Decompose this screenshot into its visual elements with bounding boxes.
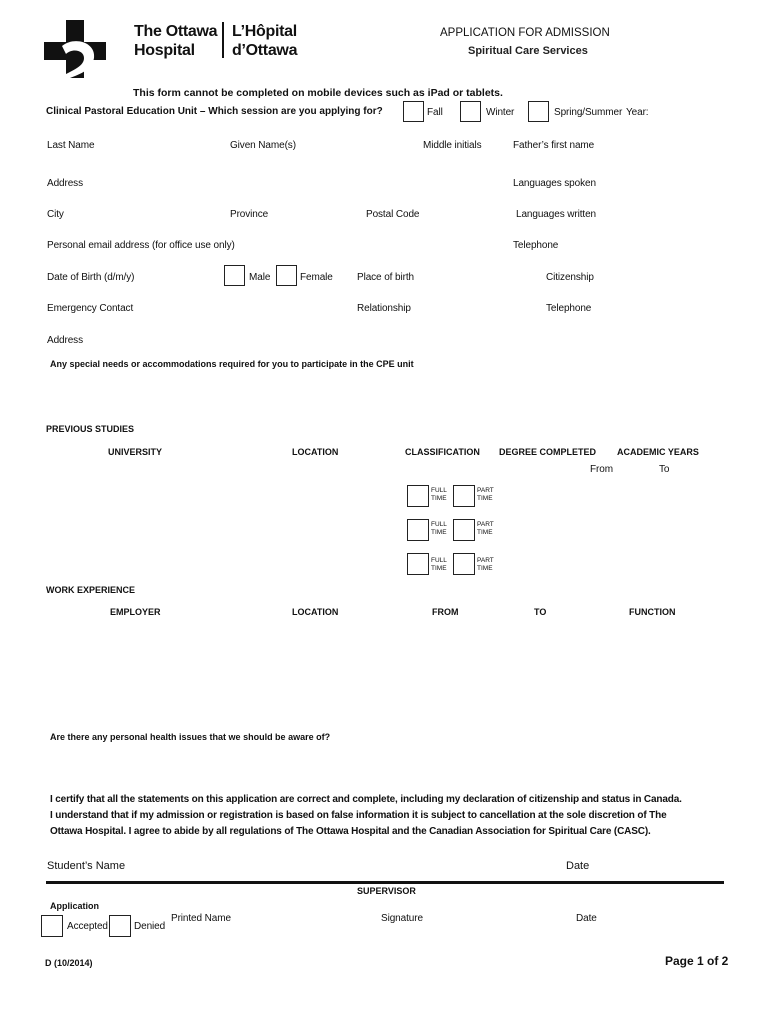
health-question: Are there any personal health issues that we should be aware of? — [50, 732, 331, 742]
citizenship-label: Citizenship — [546, 272, 594, 283]
given-names-label: Given Name(s) — [230, 140, 296, 151]
work-col-employer: EMPLOYER — [110, 607, 161, 617]
part-time-label: TIME — [477, 529, 493, 536]
session-question: Clinical Pastoral Education Unit – Which session are you applying for? — [46, 106, 383, 117]
studies-col-degree-completed: DEGREE COMPLETED — [499, 447, 597, 457]
spring-summer-checkbox[interactable] — [528, 101, 549, 122]
full-time-label: TIME — [431, 495, 447, 502]
postal-code-label: Postal Code — [366, 209, 420, 220]
accepted-checkbox[interactable] — [41, 915, 63, 937]
full-time-checkbox[interactable] — [407, 485, 429, 507]
address-label: Address — [47, 178, 83, 189]
city-label: City — [47, 209, 64, 220]
studies-col-academic-years: ACADEMIC YEARS — [617, 447, 699, 457]
work-experience-title: WORK EXPERIENCE — [46, 585, 136, 595]
org-name-fr-line2: d’Ottawa — [232, 42, 298, 59]
part-time-checkbox[interactable] — [453, 485, 475, 507]
full-time-checkbox[interactable] — [407, 519, 429, 541]
emergency-contact-label: Emergency Contact — [47, 303, 134, 314]
middle-initials-label: Middle initials — [423, 140, 482, 151]
work-col-function: FUNCTION — [629, 607, 676, 617]
full-time-label: TIME — [431, 529, 447, 536]
part-time-checkbox[interactable] — [453, 553, 475, 575]
last-name-label: Last Name — [47, 140, 95, 151]
female-label: Female — [300, 272, 333, 283]
languages-spoken-label: Languages spoken — [513, 178, 596, 189]
studies-col-location: LOCATION — [292, 447, 339, 457]
full-time-label: TIME — [431, 565, 447, 572]
org-name-fr-line1: L’Hôpital — [232, 23, 297, 40]
telephone-label: Telephone — [513, 240, 559, 251]
certify-line-2: I understand that if my admission or registration is based on false information it is subject to cancellation at the sole discretion of The — [50, 810, 667, 821]
students-name-label: Student’s Name — [47, 860, 126, 872]
year-label: Year: — [626, 107, 649, 118]
male-label: Male — [249, 272, 271, 283]
accepted-label: Accepted — [67, 921, 108, 932]
academic-years-to: To — [659, 464, 670, 475]
studies-col-university: UNIVERSITY — [108, 447, 163, 457]
full-time-label: FULL — [431, 487, 447, 494]
form-title: APPLICATION FOR ADMISSION — [440, 27, 610, 39]
academic-years-from: From — [590, 464, 613, 475]
form-code: D (10/2014) — [45, 958, 93, 968]
place-of-birth-label: Place of birth — [357, 272, 414, 283]
supervisor-date-label: Date — [576, 913, 597, 924]
org-name-en-line2: Hospital — [134, 42, 195, 59]
work-col-from: FROM — [432, 607, 459, 617]
work-col-to: TO — [534, 607, 547, 617]
fall-label: Fall — [427, 107, 443, 118]
page-number: Page 1 of 2 — [665, 954, 729, 968]
certify-line-3: Ottawa Hospital. I agree to abide by all regulations of The Ottawa Hospital and the Canadian Association for Spiritual Care (CASC). — [50, 826, 651, 837]
part-time-label: PART — [477, 521, 494, 528]
full-time-label: FULL — [431, 557, 447, 564]
full-time-checkbox[interactable] — [407, 553, 429, 575]
full-time-label: FULL — [431, 521, 447, 528]
fathers-first-name-label: Father’s first name — [513, 140, 595, 151]
denied-checkbox[interactable] — [109, 915, 131, 937]
denied-label: Denied — [134, 921, 166, 932]
hospital-logo-icon — [44, 20, 116, 92]
printed-name-label: Printed Name — [171, 913, 231, 924]
winter-label: Winter — [486, 107, 515, 118]
student-date-label: Date — [566, 860, 590, 872]
emergency-address-label: Address — [47, 335, 83, 346]
logo-divider — [222, 22, 224, 58]
part-time-checkbox[interactable] — [453, 519, 475, 541]
relationship-label: Relationship — [357, 303, 411, 314]
supervisor-divider — [46, 881, 724, 884]
work-col-location: LOCATION — [292, 607, 339, 617]
supervisor-signature-label: Signature — [381, 913, 423, 924]
spring-summer-label: Spring/Summer — [554, 107, 623, 118]
languages-written-label: Languages written — [516, 209, 597, 220]
province-label: Province — [230, 209, 269, 220]
studies-col-classification: CLASSIFICATION — [405, 447, 480, 457]
male-checkbox[interactable] — [224, 265, 245, 286]
certify-line-1: I certify that all the statements on this application are correct and complete, including my declaration of citizenship and status in Canada. — [50, 794, 682, 805]
application-label: Application — [50, 901, 99, 911]
dob-label: Date of Birth (d/m/y) — [47, 272, 135, 283]
form-subtitle: Spiritual Care Services — [468, 45, 588, 57]
mobile-notice: This form cannot be completed on mobile devices such as iPad or tablets. — [133, 87, 503, 99]
org-name-en-line1: The Ottawa — [134, 23, 218, 40]
fall-checkbox[interactable] — [403, 101, 424, 122]
emergency-telephone-label: Telephone — [546, 303, 592, 314]
supervisor-title: SUPERVISOR — [357, 886, 416, 896]
winter-checkbox[interactable] — [460, 101, 481, 122]
special-needs-question: Any special needs or accommodations required for you to participate in the CPE unit — [50, 359, 414, 369]
email-label: Personal email address (for office use only) — [47, 240, 235, 251]
part-time-label: TIME — [477, 495, 493, 502]
part-time-label: TIME — [477, 565, 493, 572]
female-checkbox[interactable] — [276, 265, 297, 286]
part-time-label: PART — [477, 557, 494, 564]
previous-studies-title: PREVIOUS STUDIES — [46, 424, 135, 434]
part-time-label: PART — [477, 487, 494, 494]
